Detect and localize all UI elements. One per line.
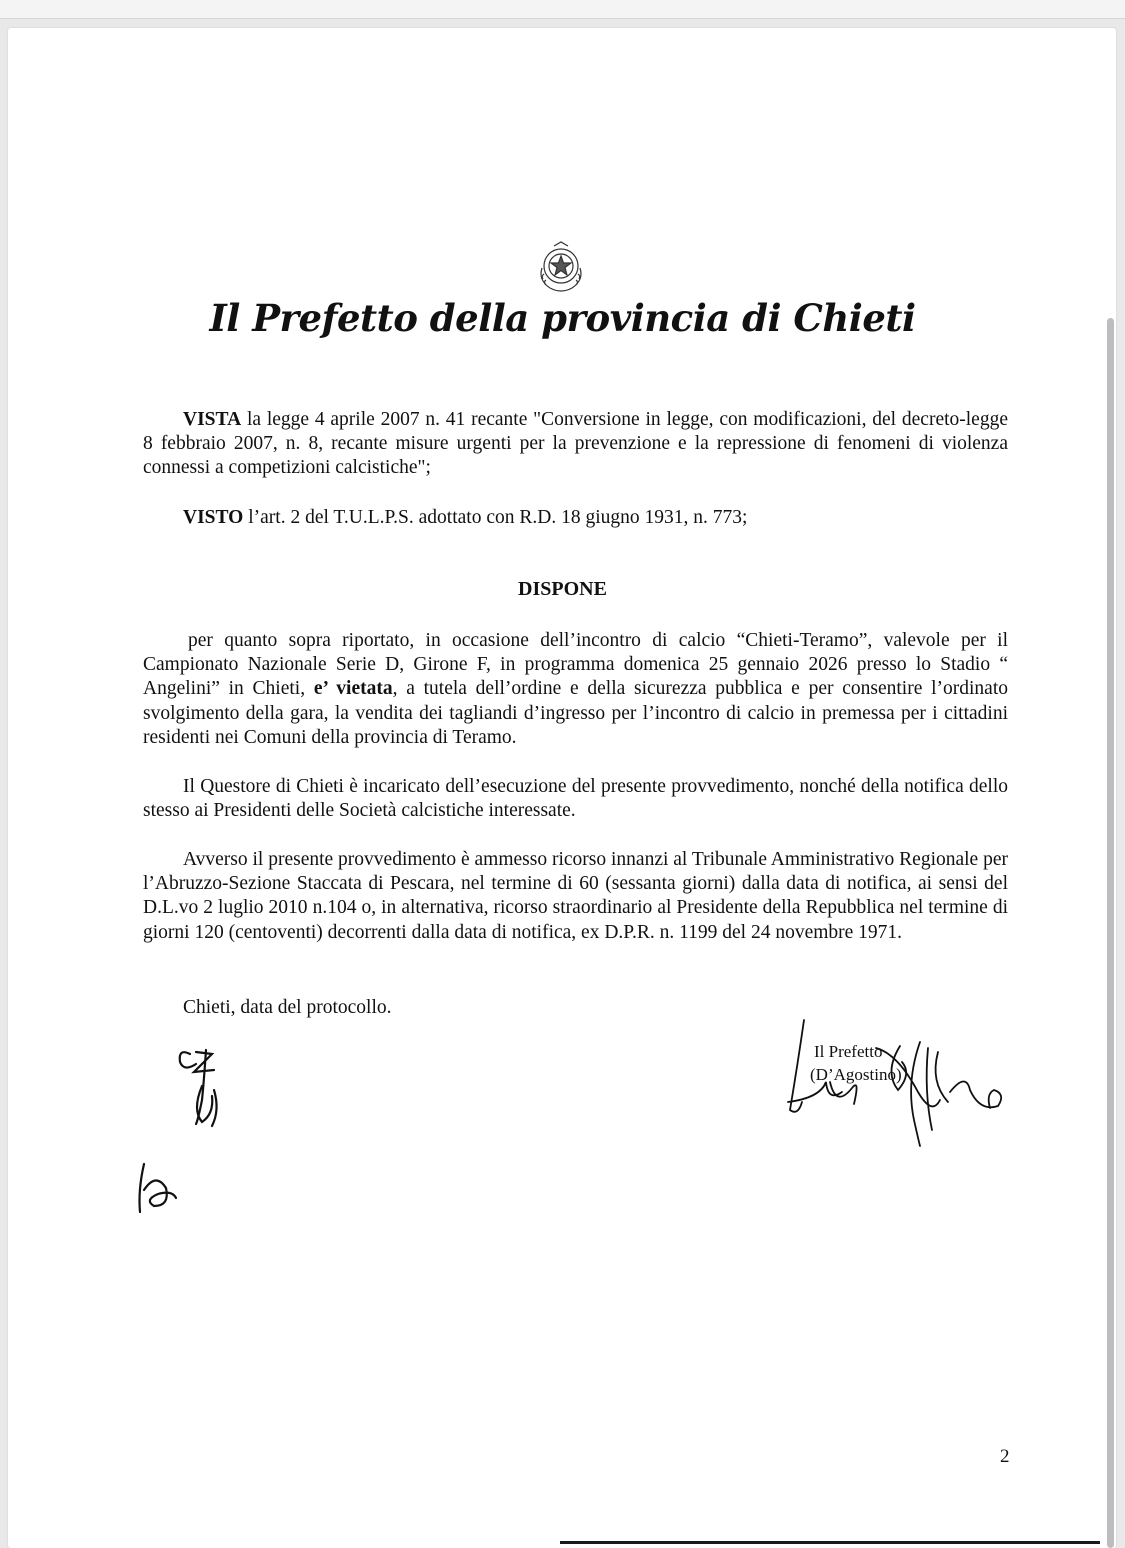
bottom-divider xyxy=(560,1541,1100,1544)
dispone-paragraph-1 xyxy=(143,629,1008,750)
premise-keyword: VISTO xyxy=(183,507,244,528)
document-heading: Il Prefetto della provincia di Chieti xyxy=(209,296,916,340)
premise-visto xyxy=(143,506,1008,530)
premise-keyword: VISTA xyxy=(183,409,242,430)
italian-republic-emblem-icon xyxy=(532,238,590,298)
dispone-paragraph-2: Il Questore di Chieti è incaricato dell’esecuzione del presente provvedimento, nonché della notifica dello stesso ai Presidenti delle Società calcistiche interessate. xyxy=(143,776,1008,822)
signature-title: Il Prefetto xyxy=(814,1042,883,1061)
dispone-title: DISPONE xyxy=(518,578,607,600)
scrollbar-thumb[interactable] xyxy=(1107,318,1114,1548)
premise-text: l’art. 2 del T.U.L.P.S. adottato con R.D. 18 giugno 1931, n. 773; xyxy=(243,507,748,528)
premise-text: la legge 4 aprile 2007 n. 41 recante "Conversione in legge, con modificazioni, del decreto-legge 8 febbraio 2007, n. 8, recante misure urgenti per la prevenzione e la repressione di fenomeni di violenza connessi a competizioni calcistiche"; xyxy=(143,409,1008,479)
handwritten-initials-icon xyxy=(130,1040,240,1230)
dateline: Chieti, data del protocollo. xyxy=(183,997,392,1018)
signature-name: (D’Agostino) xyxy=(810,1065,902,1084)
page-number: 2 xyxy=(1000,1446,1010,1467)
dispone-emphasis: e’ vietata xyxy=(313,678,393,700)
dispone-text: , a tutela dell’ordine e della sicurezza pubblica e per consentire l’ordinato svolgimento della gara, la vendita dei tagliandi d’ingresso per l’incontro di calcio in premessa per i cittadini residenti nei Comuni della provincia di Teramo. xyxy=(143,678,1008,748)
premise-vista xyxy=(143,408,1008,481)
viewer-top-strip xyxy=(0,0,1125,19)
dispone-paragraph-3: Avverso il presente provvedimento è ammesso ricorso innanzi al Tribunale Amministrativo Regionale per l’Abruzzo-Sezione Staccata di Pescara, nel termine di 60 (sessanta giorni) dalla data di notifica, ai sensi del D.L.vo 2 luglio 2010 n.104 o, in alternativa, ricorso straordinario al Presidente della Repubblica nel termine di giorni 120 (centoventi) decorrenti dalla data di notifica, ex D.P.R. n. 1199 del 24 novembre 1971. xyxy=(143,849,1008,943)
dispone-text: per quanto sopra riportato, in occasione dell’incontro di calcio “Chieti-Teramo”, valevole per il Campionato Nazionale Serie D, Girone F, in programma domenica 25 gennaio 2026 presso lo Stadio “ Angelini” in Chieti, xyxy=(143,630,1008,700)
